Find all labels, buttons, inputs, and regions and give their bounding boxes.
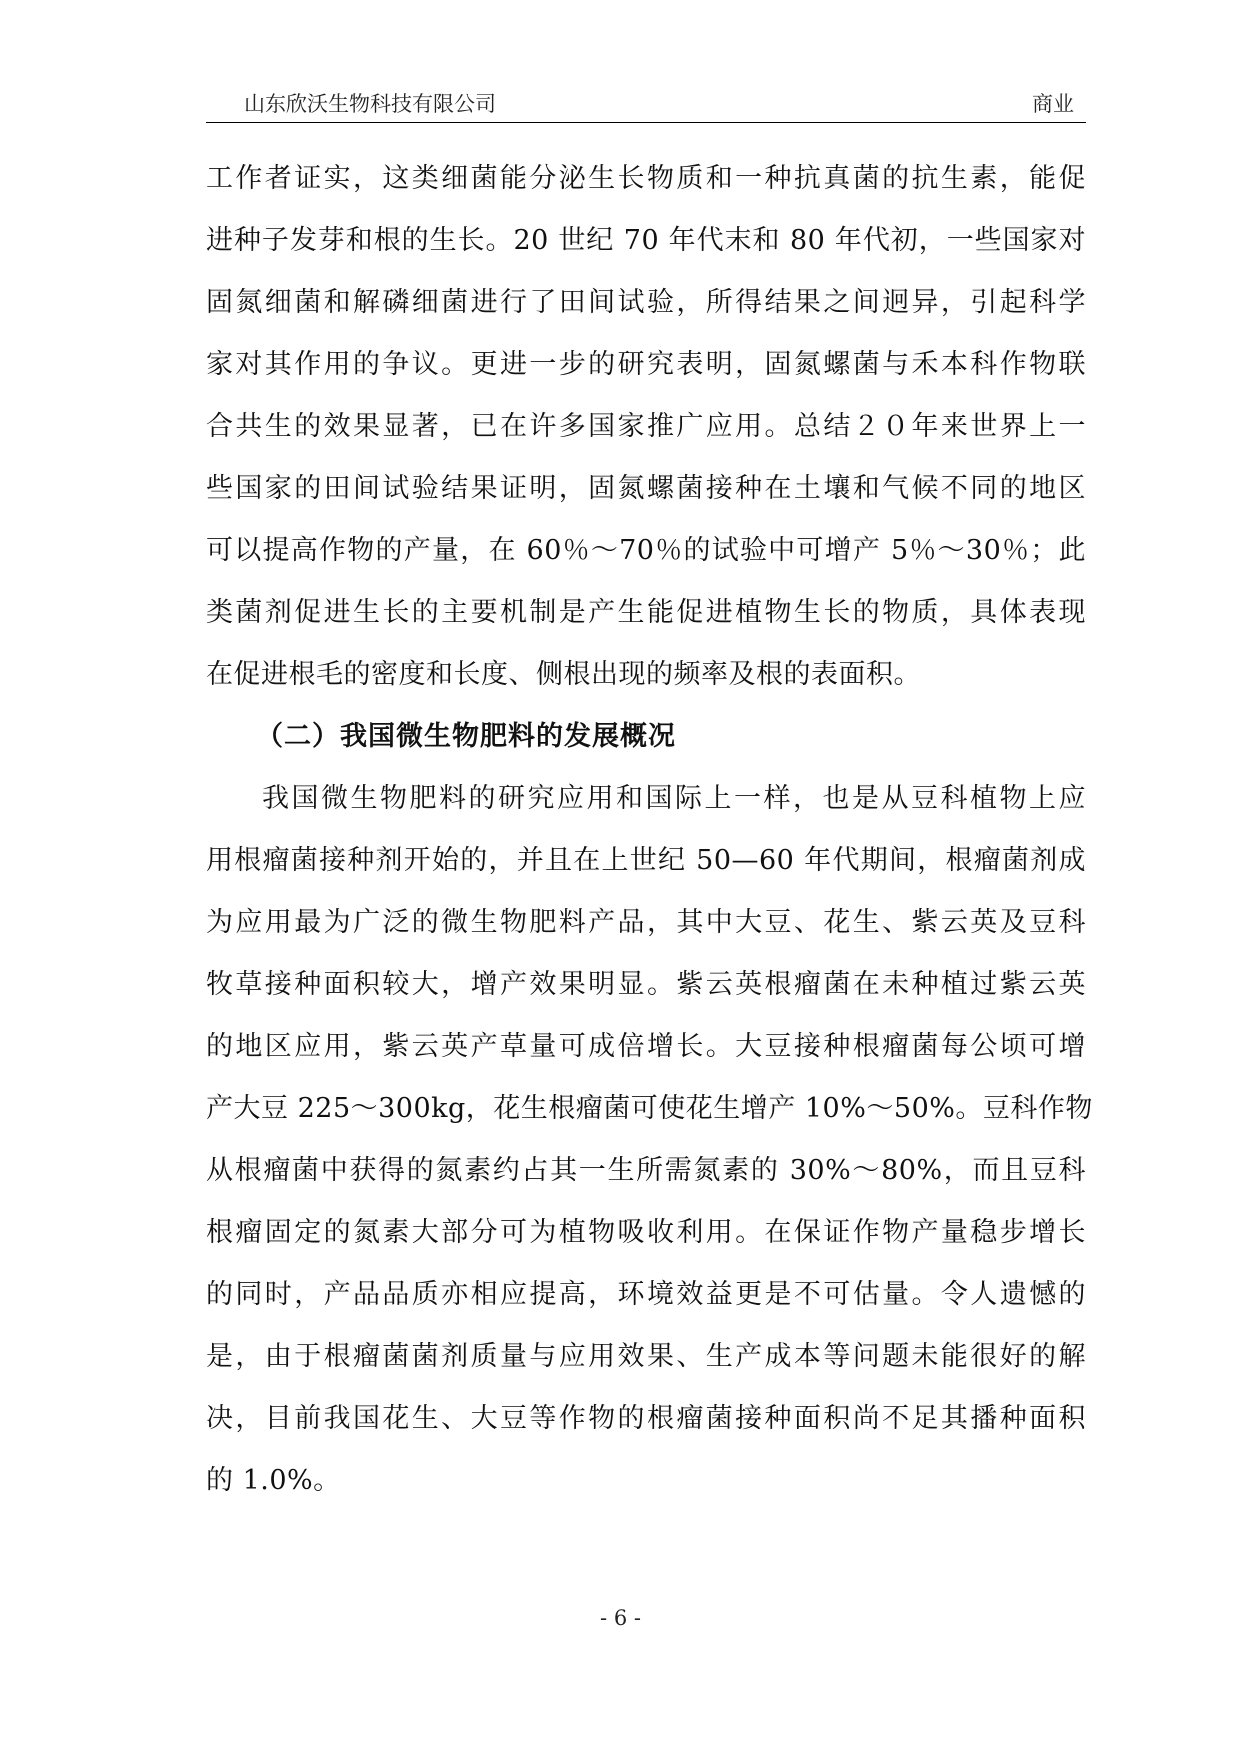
page-number: - 6 -	[600, 1606, 641, 1630]
header-divider	[206, 122, 1086, 123]
text-line: 牧草接种面积较大，增产效果明显。紫云英根瘤菌在未种植过紫云英	[206, 969, 1086, 1000]
document-body	[206, 160, 1093, 1524]
text-line: 家对其作用的争议。更进一步的研究表明，固氮螺菌与禾本科作物联	[206, 349, 1086, 380]
text-line: 进种子发芽和根的生长。20 世纪 70 年代末和 80 年代初，一些国家对	[206, 225, 1086, 256]
text-line: 的 1.0%。	[206, 1465, 341, 1496]
header-company-name: 山东欣沃生物科技有限公司	[244, 92, 496, 116]
text-line: 用根瘤菌接种剂开始的，并且在上世纪 50—60 年代期间，根瘤菌剂成	[206, 845, 1086, 876]
text-line: 些国家的田间试验结果证明，固氮螺菌接种在土壤和气候不同的地区	[206, 473, 1086, 504]
text-line: 固氮细菌和解磷细菌进行了田间试验，所得结果之间迥异，引起科学	[206, 287, 1086, 318]
text-line: 的同时，产品品质亦相应提高，环境效益更是不可估量。令人遗憾的	[206, 1279, 1086, 1310]
text-line: 可以提高作物的产量，在 60％～70％的试验中可增产 5％～30％；此	[206, 535, 1086, 566]
text-line: 合共生的效果显著，已在许多国家推广应用。总结２０年来世界上一	[206, 411, 1086, 442]
text-line: 在促进根毛的密度和长度、侧根出现的频率及根的表面积。	[206, 659, 921, 690]
header-section-label: 商业	[1032, 92, 1074, 116]
text-line: 的地区应用，紫云英产草量可成倍增长。大豆接种根瘤菌每公顷可增	[206, 1031, 1086, 1062]
text-line: 从根瘤菌中获得的氮素约占其一生所需氮素的 30%～80%，而且豆科	[206, 1155, 1086, 1186]
text-line: 类菌剂促进生长的主要机制是产生能促进植物生长的物质，具体表现	[206, 597, 1086, 628]
text-line: 为应用最为广泛的微生物肥料产品，其中大豆、花生、紫云英及豆科	[206, 907, 1086, 938]
text-line: 工作者证实，这类细菌能分泌生长物质和一种抗真菌的抗生素，能促	[206, 163, 1086, 194]
text-line: 决，目前我国花生、大豆等作物的根瘤菌接种面积尚不足其播种面积	[206, 1403, 1086, 1434]
paragraph-1	[206, 160, 1086, 718]
text-line: 根瘤固定的氮素大部分可为植物吸收利用。在保证作物产量稳步增长	[206, 1217, 1086, 1248]
paragraph-2	[206, 780, 1093, 1524]
section-heading: （二）我国微生物肥料的发展概况	[256, 721, 676, 752]
page-header	[206, 88, 1086, 118]
text-line: 产大豆 225～300kg，花生根瘤菌可使花生增产 10%～50%。豆科作物	[206, 1093, 1093, 1124]
text-line: 是，由于根瘤菌菌剂质量与应用效果、生产成本等问题未能很好的解	[206, 1341, 1086, 1372]
text-line: 我国微生物肥料的研究应用和国际上一样，也是从豆科植物上应	[262, 783, 1086, 814]
